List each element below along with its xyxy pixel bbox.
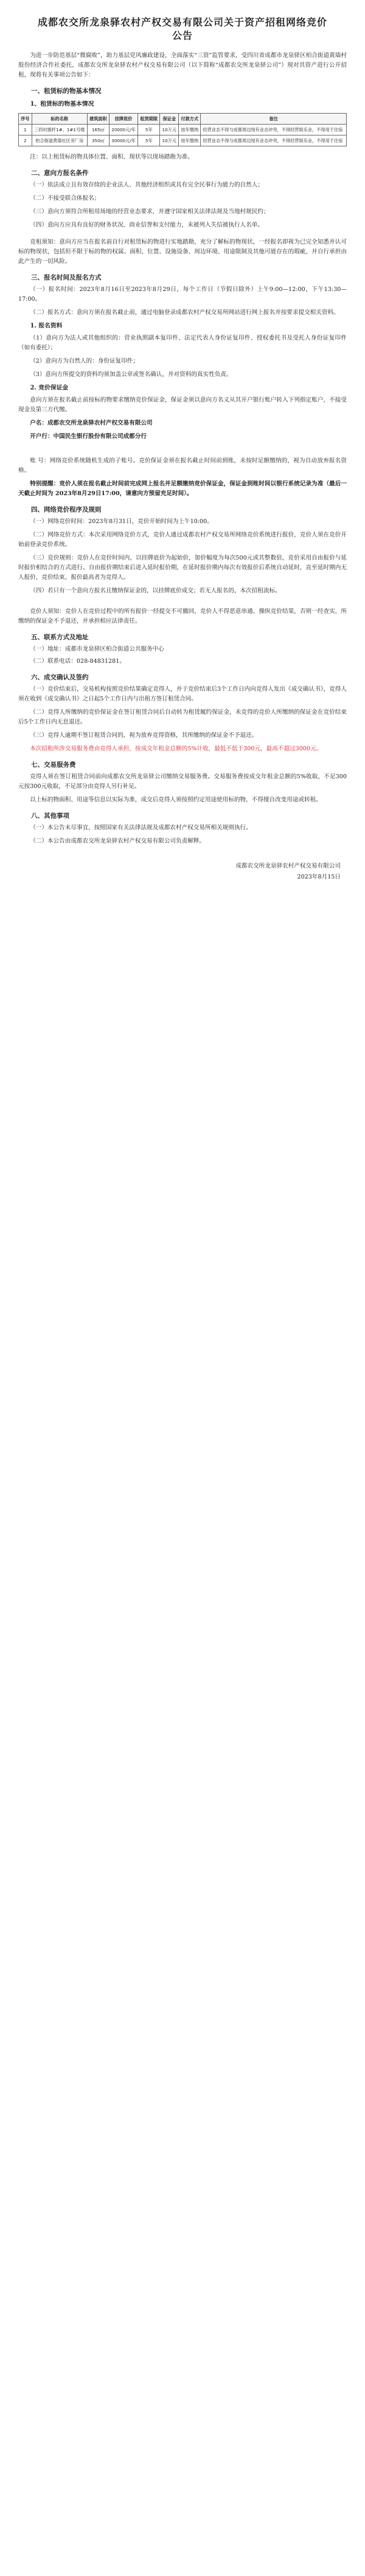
condition-item: （三）意向方须符合所租用场地的经营业态要求，并遵守国家相关法律法规及当地村规民约； [30,208,269,215]
other-item: （一）本公告未尽事宜，按照国家有关法律法规及成都农村产权交易所相关规则执行。 [30,824,252,831]
header-cell: 挂牌底价 [109,114,138,125]
service-fee-paragraph: 竞得人须在签订租赁合同前向成都农交所龙泉驿公司缴纳交易服务费。交易服务费按成交年租金总额的5%收取，不足300元按300元收取，不足部分由竞得人另行补足。 [18,773,347,790]
bidding-rule: （四）若只有一个意向方报名且缴纳保证金的，以挂牌底价成交；若无人报名的，本次招租流标。 [30,587,281,594]
section-2-heading: 二、意向方报名条件 [31,170,89,177]
table-header-row [19,114,347,125]
signing-item: （三）竞得人逾期不签订租赁合同的，视为放弃竞得资格，其所缴纳的保证金不予退还。 [30,732,258,739]
table-cell: 20000元/年 [109,125,138,135]
documents-subheading: 1. 报名资料 [30,323,63,329]
section-8 [0,811,365,846]
table-caption: 1、租赁标的物基本情况 [30,101,94,108]
header-cell: 付款方式 [179,114,201,125]
announcement-page [0,0,365,907]
registration-time: （一）报名时间：2023年8月16日至2023年8月29日，每个工作日（节假日除外）上午9:00—12:00，下午13:30—17:00。 [18,286,347,303]
condition-item: （一）依法成立且有效存续的企业法人、其他经济组织或具有完全民事行为能力的自然人； [30,182,263,188]
account-bank: 开户行：中国民生银行股份有限公司成都分行 [30,433,147,440]
section-3 [0,273,365,499]
signature-block [0,861,365,883]
table-cell: 10万元 [160,135,179,146]
section-6 [0,673,365,754]
table-cell: 165㎡ [87,125,109,135]
section-1-note-block [0,152,365,162]
special-reminder: 特别提醒：竞价人须在报名截止时间前完成网上报名并足额缴纳竞价保证金，保证金到账时间以银行系统记录为准（最后一天截止时间为 2023年8月29日17:00，请意向方预留充足时间）。 [18,481,347,497]
intro-block [0,51,365,80]
intro-paragraph: 为进一步防范基层“微腐败”，助力基层党风廉政建设，全面落实“三资”监管要求，受四川省成都市龙泉驿区柏合街道黄墙村股份经济合作社委托，成都农交所龙泉驿农村产权交易有限公司（以下简称“成都农交所龙泉驿公司”）现对其资产进行公开招租，现将有关事项公告如下： [18,52,347,78]
bidding-notice: 竞租须知：意向方应当在报名前自行对租赁标的物进行实地踏勘，充分了解标的物现状，一经报名即视为已完全知悉并认可标的物现状，包括但不限于标的物的权属、面积、位置、设施设备、周边环境、用途限制及其他可能存在的瑕疵，并自行承担由此产生的一切风险。 [18,239,347,265]
bidding-rule: （三）竞价规则：竞价人在竞价时间内，以挂牌底价为起始价，加价幅度为每次500元或其整数倍，竞价采用自由报价与延时报价相结合的方式进行。自由报价期结束后进入延时报价期，在延时报价期内每次有效报价后系统自动延时，直至延时期内无人报价，竞价结束，报价最高者为竞得人。 [18,555,347,581]
signing-item: （一）竞价结束后，交易机构按照竞价结果确定竞得人，并于竞价结束后3个工作日内向竞得人发出《成交确认书》，竞得人须在收到《成交确认书》之日起5个工作日内与出租方签订租赁合同。 [18,686,347,702]
account-name: 户名：成都农交所龙泉驿农村产权交易有限公司 [30,420,153,426]
header-cell: 序号 [19,114,32,125]
table-cell: 柏合街道黄墙社区旁厂房 [32,135,87,146]
fee-red-note: 本次招租所涉交易服务费由竞得人承担，按成交年租金总额的5%计收，最低不低于300元，最高不超过3000元。 [30,745,322,752]
signature-org: 成都农交所龙泉驿农村产权交易有限公司 [235,863,341,869]
assets-table [18,113,347,146]
table-cell: 10万元 [160,125,179,135]
header-cell: 租赁期限 [138,114,160,125]
table-cell: 按年缴纳 [179,135,201,146]
signing-item: （二）竞得人所缴纳的竞价保证金在签订租赁合同后自动转为租赁履约保证金，未竞得的竞价人所缴纳的保证金在竞价结束后5个工作日内无息退还。 [18,709,347,725]
table-cell: 5年 [138,135,160,146]
table-cell: 三四村旗杆1#、1#1号楼 [32,125,87,135]
table-note: 注：以上租赁标的物具体位置、面积、现状等以现场踏勘为准。 [30,154,193,160]
document-item: （1）意向方为法人或其他组织的：营业执照副本复印件、法定代表人身份证复印件、授权委托书及受托人身份证复印件（如有委托）； [18,335,347,351]
table-cell: 经营业态不得与成都周边现有业态冲突，不得经营娱乐业，不得用于住宿 [201,135,347,146]
section-2 [0,168,365,267]
table-cell: 经营业态不得与成都周边现有业态冲突，不得经营娱乐业，不得用于住宿 [201,125,347,135]
document-item: （3）意向方所提交的资料均须加盖公章或签名确认，并对资料的真实性负责。 [30,371,232,378]
table-cell: 350㎡ [87,135,109,146]
table-cell: 2 [19,135,32,146]
registration-method: （二）报名方式：意向方须在报名截止前，通过电脑登录成都农村产权交易所网站进行网上报名并按要求提交相关资料。 [30,309,339,316]
condition-item: （四）意向方应具有良好的财务状况、商业信誉和支付能力，未被列入失信被执行人名单。 [30,222,263,228]
header-cell: 标的名称 [32,114,87,125]
section-4-heading: 四、网络竞价程序及规则 [31,506,102,513]
bidding-rule: （二）网络竞价方式：本次采用网络竞价方式，竞价人通过成都农村产权交易所网络竞价系统进行报价，竞价人须在竞价开始前登录竞价系统。 [18,532,347,548]
section-7-heading: 七、交易服务费 [31,761,76,769]
section-6-heading: 六、成交确认及签约 [31,674,89,681]
contact-phone: （二）联系电话：028-84831281。 [30,658,125,665]
deposit-paragraph: 意向方须在报名截止前按标的物要求缴纳竞价保证金，保证金须以意向方名义从其开户银行账户转入下列指定账户，不接受现金及第三方代缴。 [18,397,347,413]
deposit-subheading: 2. 竞价保证金 [30,385,69,391]
header-cell: 备注 [201,114,347,125]
section-5 [0,632,365,666]
bidder-notice: 竞价人须知：竞价人在竞价过程中的所有报价一经提交不可撤回，竞价人不得恶意串通、操纵竞价结果，否则一经查实，所缴纳的保证金不予退还，并承担相应法律责任。 [18,608,347,625]
table-cell: 5年 [138,125,160,135]
table-cell: 按年缴纳 [179,125,201,135]
section-1 [0,86,365,109]
header-cell: 保证金 [160,114,179,125]
section-4 [0,505,365,626]
document-item: （2）意向方为自然人的：身份证复印件； [30,358,139,365]
bidding-rule: （一）网络竞价时间：2023年8月31日，竞价开始时间为上午10:00。 [30,518,213,525]
table-row [19,125,347,135]
table-row [19,135,347,146]
condition-item: （二）不接受联合体报名； [30,195,100,202]
section-8-heading: 八、其他事项 [31,812,69,820]
section-3-heading: 三、报名时间及报名方式 [31,274,102,281]
section-1-heading: 一、租赁标的物基本情况 [31,87,102,95]
table-cell: 1 [19,125,32,135]
signature-date: 2023年8月15日 [297,874,341,880]
header-cell: 建筑面积 [87,114,109,125]
page-title: 成都农交所龙泉驿农村产权交易有限公司关于资产招租网络竞价公告 [37,16,327,41]
section-7 [0,760,365,805]
table-cell: 30000元/年 [109,135,138,146]
usage-paragraph: 以上标的物面积、用途等信息以实际为准，成交后竞得人须按照约定用途使用标的物，不得擅自改变用途或转租。 [30,796,322,803]
contact-address: （一）地址：成都市龙泉驿区柏合街道公共服务中心 [30,646,164,653]
section-5-heading: 五、联系方式及地址 [31,634,89,641]
other-item: （二）本公告由成都农交所龙泉驿农村产权交易有限公司负责解释。 [30,838,205,844]
account-number-note: 账 号：网络竞价系统随机生成的子账号。竞价保证金须在报名截止时间前到账，未按时足额缴纳的，视为自动放弃报名资格。 [18,457,347,474]
